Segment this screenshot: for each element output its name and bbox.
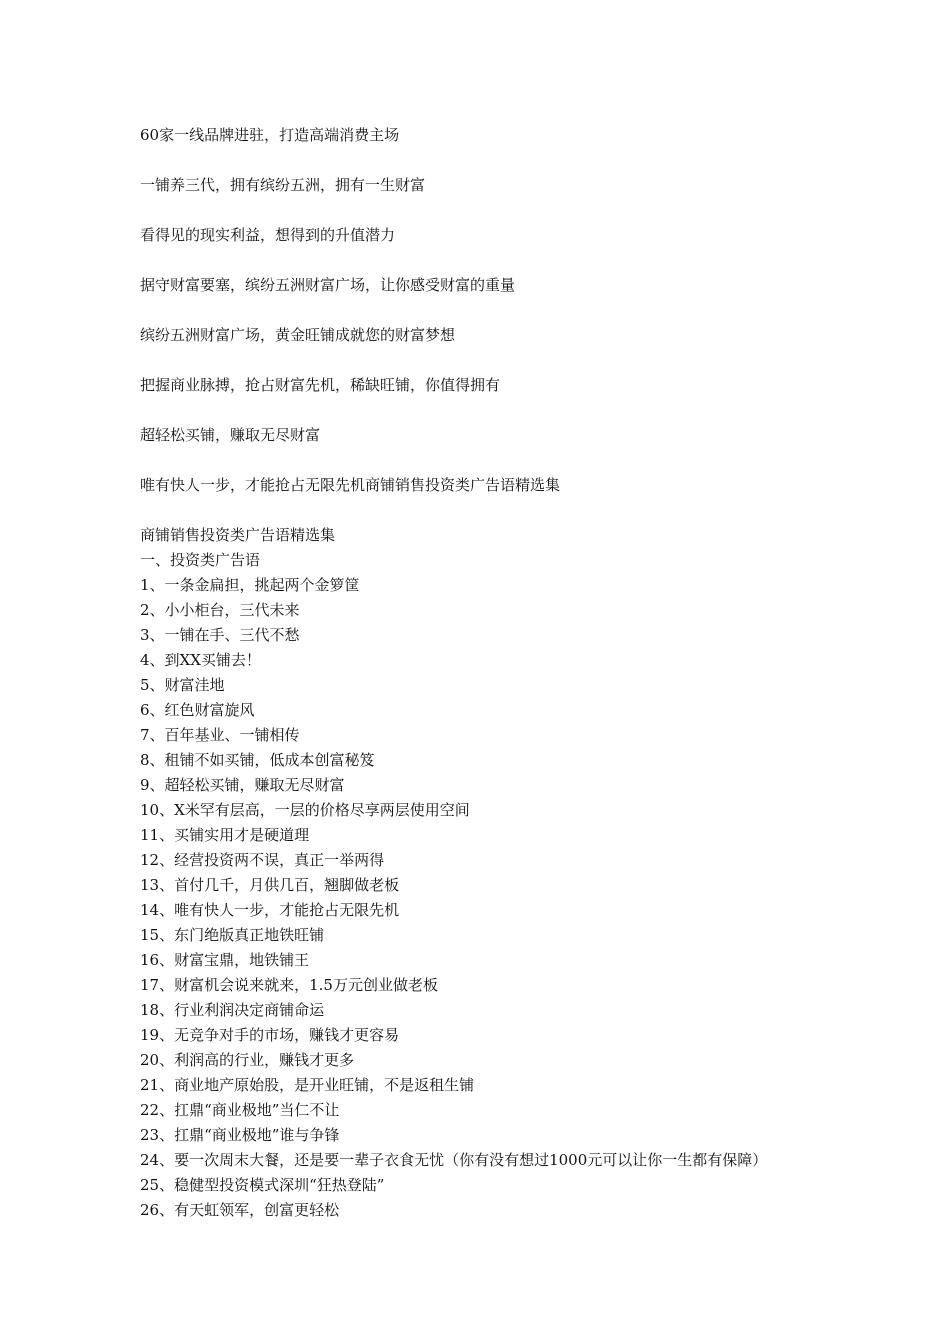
slogan-item: 17、财富机会说来就来，1.5万元创业做老板 (140, 976, 438, 994)
slogan-item: 7、百年基业、一铺相传 (140, 726, 300, 744)
slogan-item: 18、行业利润决定商铺命运 (140, 1001, 325, 1019)
slogan-item: 4、到XX买铺去！ (140, 651, 261, 669)
slogan-item: 14、唯有快人一步，才能抢占无限先机 (140, 901, 400, 919)
slogan-item: 16、财富宝鼎，地铁铺王 (140, 951, 310, 969)
slogan-item: 19、无竞争对手的市场，赚钱才更容易 (140, 1026, 400, 1044)
slogan-item: 11、买铺实用才是硬道理 (140, 826, 310, 844)
slogan-item: 13、首付几千，月供几百，翘脚做老板 (140, 876, 400, 894)
slogan-item: 25、稳健型投资模式深圳“狂热登陆” (140, 1176, 385, 1194)
slogan-item: 9、超轻松买铺，赚取无尽财富 (140, 776, 345, 794)
intro-paragraph: 一铺养三代，拥有缤纷五洲，拥有一生财富 (140, 176, 426, 194)
slogan-item: 26、有天虹领军，创富更轻松 (140, 1201, 340, 1219)
slogan-item: 24、要一次周末大餐，还是要一辈子衣食无忧（你有没有想过1000元可以让你一生都有保障） (140, 1151, 768, 1169)
collection-title: 商铺销售投资类广告语精选集 (140, 526, 336, 544)
slogan-item: 20、利润高的行业，赚钱才更多 (140, 1051, 355, 1069)
slogan-item: 15、东门绝版真正地铁旺铺 (140, 926, 325, 944)
intro-paragraph: 把握商业脉搏，抢占财富先机，稀缺旺铺，你值得拥有 (140, 376, 501, 394)
section-heading: 一、投资类广告语 (140, 551, 261, 569)
slogan-item: 5、财富洼地 (140, 676, 225, 694)
slogan-item: 3、一铺在手、三代不愁 (140, 626, 300, 644)
slogan-item: 8、租铺不如买铺，低成本创富秘笈 (140, 751, 375, 769)
intro-paragraph: 超轻松买铺，赚取无尽财富 (140, 426, 321, 444)
intro-paragraph: 缤纷五洲财富广场，黄金旺铺成就您的财富梦想 (140, 326, 456, 344)
slogan-item: 10、X米罕有层高，一层的价格尽享两层使用空间 (140, 801, 470, 819)
intro-paragraph: 看得见的现实利益，想得到的升值潜力 (140, 226, 396, 244)
slogan-item: 12、经营投资两不误，真正一举两得 (140, 851, 385, 869)
slogan-item: 22、扛鼎“商业极地”当仁不让 (140, 1101, 340, 1119)
slogan-item: 2、小小柜台，三代未来 (140, 601, 300, 619)
intro-paragraph: 60家一线品牌进驻，打造高端消费主场 (140, 126, 400, 144)
slogan-item: 1、一条金扁担，挑起两个金箩筐 (140, 576, 360, 594)
intro-paragraph: 据守财富要塞，缤纷五洲财富广场，让你感受财富的重量 (140, 276, 516, 294)
slogan-collection (140, 523, 920, 1223)
slogan-item: 21、商业地产原始股，是开业旺铺，不是返租生铺 (140, 1076, 475, 1094)
slogan-item: 23、扛鼎“商业极地”谁与争锋 (140, 1126, 340, 1144)
slogan-item: 6、红色财富旋风 (140, 701, 255, 719)
document-page (140, 123, 920, 1223)
intro-paragraph: 唯有快人一步，才能抢占无限先机商铺销售投资类广告语精选集 (140, 476, 561, 494)
